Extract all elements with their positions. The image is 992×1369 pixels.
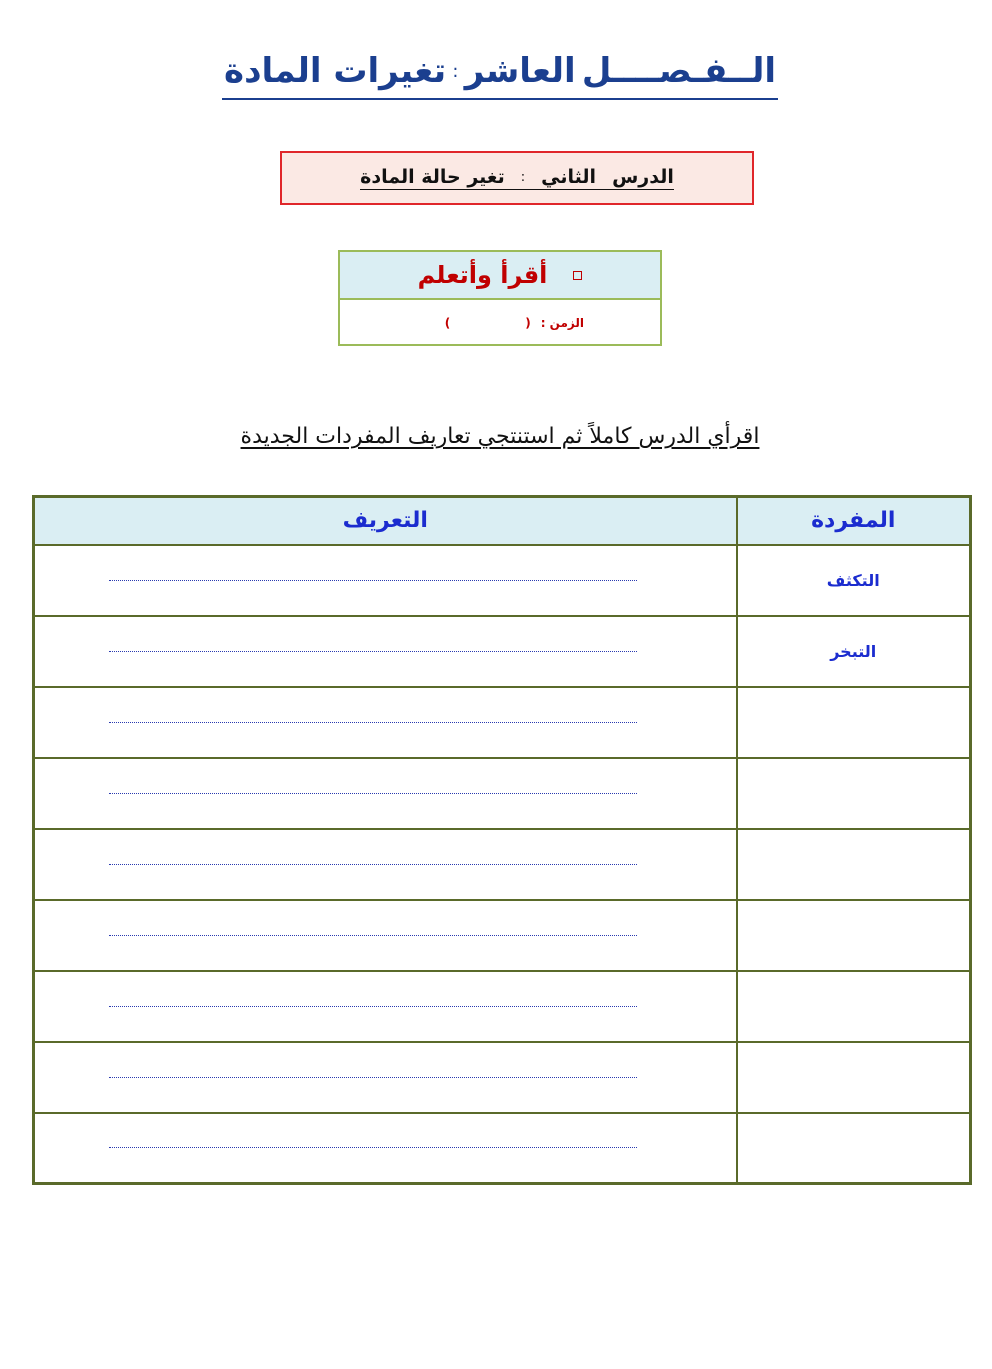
term-cell (737, 758, 971, 829)
table-row (34, 971, 971, 1042)
table-row (34, 829, 971, 900)
dotted-answer-line (109, 1006, 637, 1007)
term-cell: التكثف (737, 545, 971, 616)
definition-cell[interactable] (34, 616, 737, 687)
definition-cell[interactable] (34, 545, 737, 616)
lesson-number: الثاني (541, 166, 597, 188)
chapter-name: تغيرات المادة (224, 51, 447, 91)
instruction-line: اقرأي الدرس كاملاً ثم استنتجي تعاريف المفردات الجديدة (240, 424, 760, 449)
dotted-answer-line (109, 651, 637, 652)
table-row (34, 758, 971, 829)
term-cell (737, 900, 971, 971)
table-header-row (34, 497, 971, 545)
term-cell (737, 1113, 971, 1184)
definition-cell[interactable] (34, 1113, 737, 1184)
lesson-separator: : (520, 169, 526, 185)
dotted-answer-line (109, 1077, 637, 1078)
definition-cell[interactable] (34, 900, 737, 971)
definition-cell[interactable] (34, 758, 737, 829)
lesson-label: الدرس (612, 166, 674, 188)
chapter-separator: : (452, 60, 459, 82)
chapter-title (222, 44, 778, 100)
definition-cell[interactable] (34, 829, 737, 900)
time-close-paren: ) (444, 316, 451, 330)
dotted-answer-line (109, 793, 637, 794)
read-and-learn-title: أقرأ وأتعلم (417, 261, 548, 289)
table-body (34, 545, 971, 1184)
definition-cell[interactable] (34, 971, 737, 1042)
table-row (34, 687, 971, 758)
term-cell (737, 971, 971, 1042)
table-row (34, 616, 971, 687)
term-cell (737, 1042, 971, 1113)
table-row (34, 545, 971, 616)
dotted-answer-line (109, 580, 637, 581)
dotted-answer-line (109, 864, 637, 865)
dotted-answer-line (109, 722, 637, 723)
time-label: الزمن : (540, 316, 584, 330)
vocabulary-table (32, 495, 972, 1185)
dotted-answer-line (109, 1147, 637, 1148)
chapter-label: الــفـصــــل (581, 51, 776, 91)
definition-cell[interactable] (34, 687, 737, 758)
lesson-title (360, 166, 674, 190)
time-open-paren: ( (525, 316, 531, 330)
table-row (34, 1042, 971, 1113)
term-column-header: المفردة (737, 497, 971, 545)
lesson-name: تغير حالة المادة (360, 166, 505, 188)
table-row (34, 1113, 971, 1184)
instruction-text (0, 424, 992, 449)
table-row (34, 900, 971, 971)
term-cell (737, 829, 971, 900)
time-field (340, 300, 660, 346)
read-and-learn-box (338, 250, 662, 346)
definition-cell[interactable] (34, 1042, 737, 1113)
term-cell (737, 687, 971, 758)
checkbox-square-icon (573, 271, 582, 280)
definition-column-header: التعريف (34, 497, 737, 545)
read-and-learn-header (340, 252, 660, 300)
lesson-box (280, 151, 754, 205)
dotted-answer-line (109, 935, 637, 936)
time-blank[interactable] (445, 316, 531, 330)
term-cell: التبخر (737, 616, 971, 687)
chapter-number: العاشر (464, 51, 576, 91)
